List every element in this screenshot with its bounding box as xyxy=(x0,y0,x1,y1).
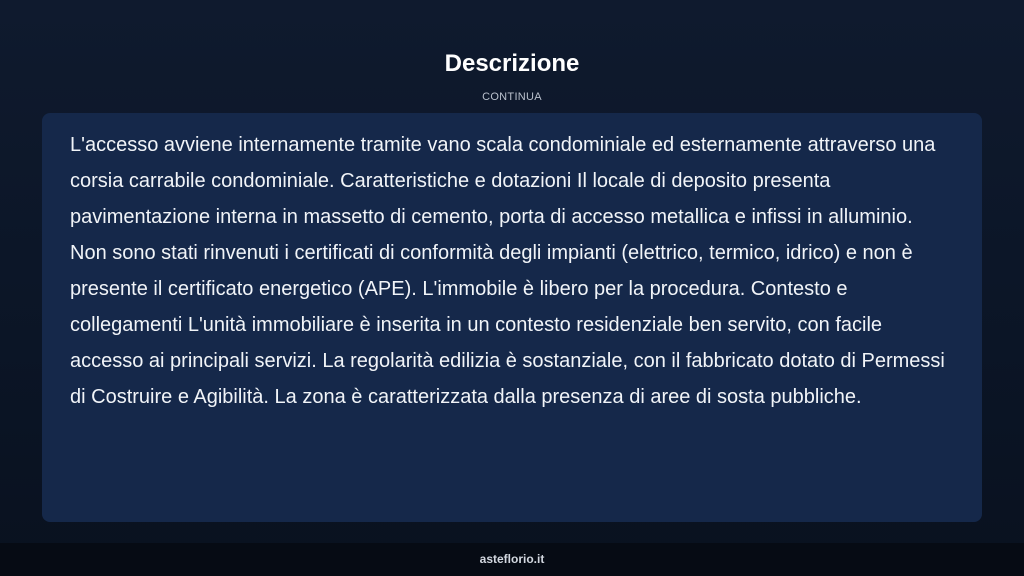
footer-bar xyxy=(0,543,1024,576)
description-card xyxy=(42,113,982,522)
page-title: Descrizione xyxy=(444,50,580,77)
description-text: L'accesso avviene internamente tramite vano scala condominiale ed esternamente attraverso una corsia carrabile condominiale. Caratteristiche e dotazioni Il locale di deposito presenta pavimentazione interna in massetto di cemento, porta di accesso metallica e infissi in alluminio. Non sono stati rinvenuti i certificati di conformità degli impianti (elettrico, termico, idrico) e non è presente il certificato energetico (APE). L'immobile è libero per la procedura. Contesto e collegamenti L'unità immobiliare è inserita in un contesto residenziale ben servito, con facile accesso ai principali servizi. La regolarità edilizia è sostanziale, con il fabbricato dotato di Permessi di Costruire e Agibilità. La zona è caratterizzata dalla presenza di aree di sosta pubbliche. xyxy=(70,134,945,408)
continue-label: CONTINUA xyxy=(482,91,542,103)
site-name: asteflorio.it xyxy=(479,552,545,566)
